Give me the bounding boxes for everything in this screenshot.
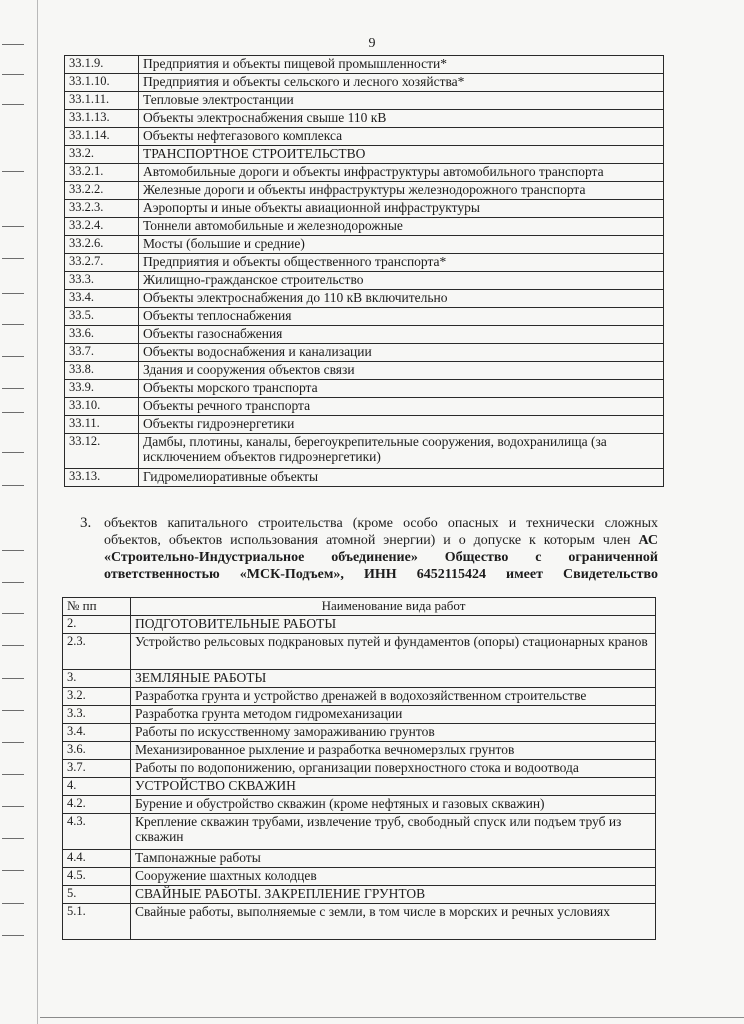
row-name: Устройство рельсовых подкрановых путей и фундаментов (опоры) стационарных кранов	[131, 634, 656, 670]
header-name: Наименование вида работ	[131, 598, 656, 616]
row-name: ПОДГОТОВИТЕЛЬНЫЕ РАБОТЫ	[131, 616, 656, 634]
margin-tick	[2, 258, 24, 259]
margin-tick	[2, 645, 24, 646]
table-header-row	[63, 598, 656, 616]
row-code: 33.1.13.	[65, 110, 139, 128]
row-name: УСТРОЙСТВО СКВАЖИН	[131, 778, 656, 796]
margin-tick	[2, 388, 24, 389]
table-row	[63, 904, 656, 940]
row-code: 33.2.4.	[65, 218, 139, 236]
table-row	[63, 706, 656, 724]
row-name: Крепление скважин трубами, извлечение труб, свободный спуск или подъем труб из скважин	[131, 814, 656, 850]
section-text-bold-2: ответственностью «МСК-Подъем», ИНН 6452115424 имеет Свидетельство	[104, 567, 658, 582]
row-name: Объекты морского транспорта	[139, 380, 664, 398]
row-code: 33.8.	[65, 362, 139, 380]
table-row	[63, 688, 656, 706]
row-name: Гидромелиоративные объекты	[139, 469, 664, 487]
row-name: Разработка грунта и устройство дренажей в водохозяйственном строительстве	[131, 688, 656, 706]
margin-tick	[2, 710, 24, 711]
table-row	[65, 254, 664, 272]
row-name: Механизированное рыхление и разработка вечномерзлых грунтов	[131, 742, 656, 760]
table-row	[63, 868, 656, 886]
margin-tick	[2, 838, 24, 839]
row-name: ЗЕМЛЯНЫЕ РАБОТЫ	[131, 670, 656, 688]
row-name: Объекты водоснабжения и канализации	[139, 344, 664, 362]
row-name: Объекты электроснабжения свыше 110 кВ	[139, 110, 664, 128]
row-code: 2.	[63, 616, 131, 634]
table-row	[65, 164, 664, 182]
table-row	[63, 634, 656, 670]
table-row	[65, 398, 664, 416]
margin-tick	[2, 74, 24, 75]
row-name: Объекты электроснабжения до 110 кВ включительно	[139, 290, 664, 308]
table-row	[63, 814, 656, 850]
table-row	[63, 886, 656, 904]
row-code: 33.1.9.	[65, 56, 139, 74]
row-name: Предприятия и объекты сельского и лесного хозяйства*	[139, 74, 664, 92]
row-code: 33.7.	[65, 344, 139, 362]
page-number: 9	[368, 36, 376, 51]
row-code: 5.	[63, 886, 131, 904]
row-code: 33.6.	[65, 326, 139, 344]
row-name: Автомобильные дороги и объекты инфраструктуры автомобильного транспорта	[139, 164, 664, 182]
table-row	[65, 110, 664, 128]
row-code: 33.2.3.	[65, 200, 139, 218]
margin-tick	[2, 806, 24, 807]
section-text	[104, 515, 658, 566]
margin-tick	[2, 324, 24, 325]
row-code: 33.10.	[65, 398, 139, 416]
table-row	[65, 92, 664, 110]
margin-tick	[2, 104, 24, 105]
row-code: 4.	[63, 778, 131, 796]
margin-tick	[2, 870, 24, 871]
row-code: 33.13.	[65, 469, 139, 487]
row-code: 33.1.14.	[65, 128, 139, 146]
row-name: Объекты нефтегазового комплекса	[139, 128, 664, 146]
table-row	[65, 56, 664, 74]
row-code: 4.3.	[63, 814, 131, 850]
row-code: 33.4.	[65, 290, 139, 308]
row-code: 3.7.	[63, 760, 131, 778]
row-name: Предприятия и объекты общественного транспорта*	[139, 254, 664, 272]
row-code: 3.4.	[63, 724, 131, 742]
table-row	[65, 434, 664, 469]
table-row	[65, 200, 664, 218]
margin-tick	[2, 742, 24, 743]
row-name: Аэропорты и иные объекты авиационной инфраструктуры	[139, 200, 664, 218]
row-name: Объекты теплоснабжения	[139, 308, 664, 326]
row-code: 33.9.	[65, 380, 139, 398]
row-code: 33.2.7.	[65, 254, 139, 272]
row-name: Бурение и обустройство скважин (кроме нефтяных и газовых скважин)	[131, 796, 656, 814]
table-row	[65, 469, 664, 487]
row-name: Дамбы, плотины, каналы, берегоукрепительные сооружения, водохранилища (за исключением объектов гидроэнергетики)	[139, 434, 664, 469]
table-row	[65, 128, 664, 146]
row-name: Тепловые электростанции	[139, 92, 664, 110]
row-name: Сооружение шахтных колодцев	[131, 868, 656, 886]
row-name: Объекты речного транспорта	[139, 398, 664, 416]
table-row	[65, 236, 664, 254]
table-row	[65, 380, 664, 398]
row-code: 33.1.10.	[65, 74, 139, 92]
section-3-paragraph	[80, 515, 658, 583]
row-name: Тоннели автомобильные и железнодорожные	[139, 218, 664, 236]
row-code: 33.11.	[65, 416, 139, 434]
row-name: ТРАНСПОРТНОЕ СТРОИТЕЛЬСТВО	[139, 146, 664, 164]
row-name: Объекты газоснабжения	[139, 326, 664, 344]
margin-tick	[2, 935, 24, 936]
row-name: Железные дороги и объекты инфраструктуры железнодорожного транспорта	[139, 182, 664, 200]
table-row	[63, 778, 656, 796]
row-code: 33.2.2.	[65, 182, 139, 200]
row-name: Мосты (большие и средние)	[139, 236, 664, 254]
row-code: 3.3.	[63, 706, 131, 724]
row-code: 3.2.	[63, 688, 131, 706]
row-name: Жилищно-гражданское строительство	[139, 272, 664, 290]
table-row	[63, 850, 656, 868]
margin-tick	[2, 550, 24, 551]
margin-tick	[2, 226, 24, 227]
row-code: 2.3.	[63, 634, 131, 670]
row-code: 4.2.	[63, 796, 131, 814]
header-code: № пп	[63, 598, 131, 616]
table-row	[63, 742, 656, 760]
row-code: 33.2.	[65, 146, 139, 164]
table-row	[65, 308, 664, 326]
row-code: 4.4.	[63, 850, 131, 868]
table-row	[65, 146, 664, 164]
row-name: Здания и сооружения объектов связи	[139, 362, 664, 380]
row-code: 33.1.11.	[65, 92, 139, 110]
row-name: СВАЙНЫЕ РАБОТЫ. ЗАКРЕПЛЕНИЕ ГРУНТОВ	[131, 886, 656, 904]
table-row	[63, 724, 656, 742]
table-row	[65, 272, 664, 290]
table-row	[63, 670, 656, 688]
row-name: Работы по водопонижению, организации поверхностного стока и водоотвода	[131, 760, 656, 778]
section-text-bold-1: АС «Строительно-Индустриальное объединение» Общество с ограниченной	[104, 533, 658, 565]
table-row	[63, 616, 656, 634]
row-name: Объекты гидроэнергетики	[139, 416, 664, 434]
table-row	[65, 290, 664, 308]
row-name: Разработка грунта методом гидромеханизации	[131, 706, 656, 724]
section-number: 3.	[80, 515, 92, 531]
margin-tick	[2, 774, 24, 775]
row-code: 5.1.	[63, 904, 131, 940]
page-bottom-edge	[40, 1017, 744, 1018]
row-name: Свайные работы, выполняемые с земли, в том числе в морских и речных условиях	[131, 904, 656, 940]
row-code: 33.2.6.	[65, 236, 139, 254]
table-row	[63, 796, 656, 814]
table-row	[63, 760, 656, 778]
margin-tick	[2, 485, 24, 486]
table-row	[65, 182, 664, 200]
margin-tick	[2, 678, 24, 679]
section-text-plain: объектов капитального строительства (кроме особо опасных и технически сложных объектов, объектов использования атомной энергии) и о допуске к которым член	[104, 516, 658, 548]
margin-tick	[2, 356, 24, 357]
margin-tick	[2, 412, 24, 413]
row-name: Тампонажные работы	[131, 850, 656, 868]
margin-tick	[2, 582, 24, 583]
margin-tick	[2, 903, 24, 904]
row-name: Предприятия и объекты пищевой промышленности*	[139, 56, 664, 74]
row-code: 33.2.1.	[65, 164, 139, 182]
table-row	[65, 326, 664, 344]
row-code: 3.6.	[63, 742, 131, 760]
table-row	[65, 74, 664, 92]
row-code: 33.12.	[65, 434, 139, 469]
table-row	[65, 362, 664, 380]
margin-tick	[2, 171, 24, 172]
table-row	[65, 416, 664, 434]
row-name: Работы по искусственному замораживанию грунтов	[131, 724, 656, 742]
margin-tick	[2, 293, 24, 294]
table-row	[65, 218, 664, 236]
work-types-table	[62, 597, 656, 940]
margin-tick	[2, 613, 24, 614]
binding-margin-line	[37, 0, 38, 1024]
work-types-table-continued	[64, 55, 664, 487]
row-code: 33.3.	[65, 272, 139, 290]
row-code: 3.	[63, 670, 131, 688]
table-row	[65, 344, 664, 362]
margin-tick	[2, 452, 24, 453]
row-code: 33.5.	[65, 308, 139, 326]
row-code: 4.5.	[63, 868, 131, 886]
